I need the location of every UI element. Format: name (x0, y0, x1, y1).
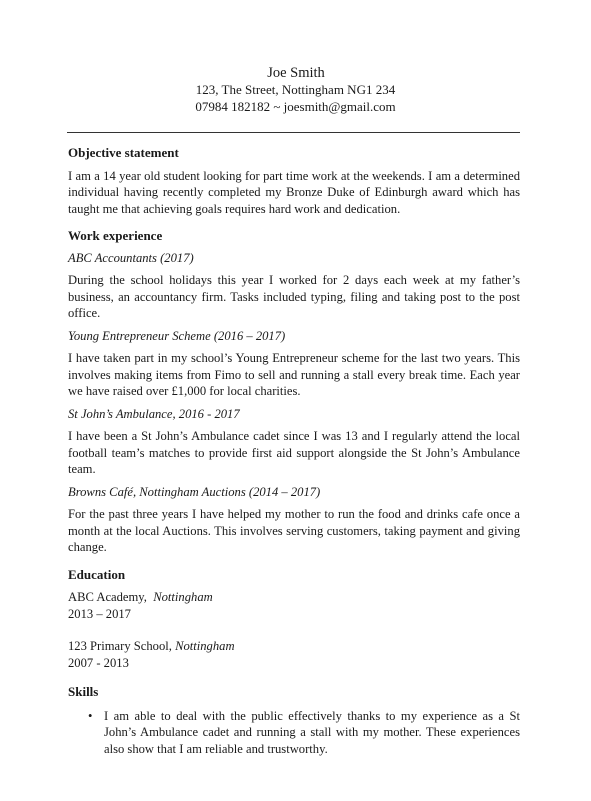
header-divider (67, 132, 520, 133)
candidate-name: Joe Smith (267, 65, 325, 81)
school-years: 2007 - 2013 (68, 655, 129, 670)
education-heading: Education (68, 566, 126, 582)
cv-header (0, 64, 591, 115)
work-heading: Work experience (68, 228, 163, 243)
school-name: ABC Academy, (68, 590, 147, 604)
objective-heading: Objective statement (68, 145, 179, 160)
work-role: St John’s Ambulance, 2016 - 2017 (68, 406, 240, 421)
work-description: I have been a St John’s Ambulance cadet since I was 13 and I regularly attend the local football team’s matches to provide first aid support alongside the St John’s Ambulance team. (68, 429, 520, 476)
skills-heading: Skills (68, 684, 99, 699)
school-years: 2013 – 2017 (68, 606, 131, 621)
objective-section (68, 145, 520, 217)
work-role: Young Entrepreneur Scheme (2016 – 2017) (68, 328, 286, 343)
school-town: Nottingham (153, 590, 213, 604)
work-description: I have taken part in my school’s Young Entrepreneur scheme for the last two years. This involves making items from Fimo to sell and running a stall every break time. Each year we have raised over £1,000 for local charities. (68, 351, 520, 398)
skills-section (68, 684, 520, 757)
work-role: ABC Accountants (2017) (68, 250, 194, 265)
school-town: Nottingham (175, 639, 235, 653)
work-description: During the school holidays this year I worked for 2 days each week at my father’s business, an accountancy firm. Tasks included typing, filing and taking post to the post office. (68, 273, 520, 320)
candidate-contact: 07984 182182 ~ joesmith@gmail.com (195, 98, 396, 114)
bullet-icon: • (88, 708, 93, 723)
objective-text: I am a 14 year old student looking for part time work at the weekends. I am a determined individual having recently completed my Bronze Duke of Edinburgh award which has taught me that achieving goals requires hard work and dedication. (68, 168, 520, 216)
school-entry (68, 589, 520, 606)
school-entry (68, 638, 520, 655)
school-name: 123 Primary School, (68, 639, 172, 653)
skill-item (68, 708, 520, 758)
cv-body (68, 145, 520, 757)
skills-list (68, 708, 520, 758)
candidate-address: 123, The Street, Nottingham NG1 234 (195, 82, 396, 97)
skill-text: I am able to deal with the public effectively thanks to my experience as a St John’s Ambulance cadet and running a stall with my mother. These experiences also show that I am reliable and trustworthy. (104, 708, 520, 756)
work-description: For the past three years I have helped my mother to run the food and drinks cafe once a month at the local Auctions. This involves serving customers, taking payment and giving change. (68, 507, 520, 554)
education-section (68, 567, 520, 672)
work-section (68, 228, 520, 556)
work-role: Browns Café, Nottingham Auctions (2014 – 2017) (68, 484, 321, 499)
